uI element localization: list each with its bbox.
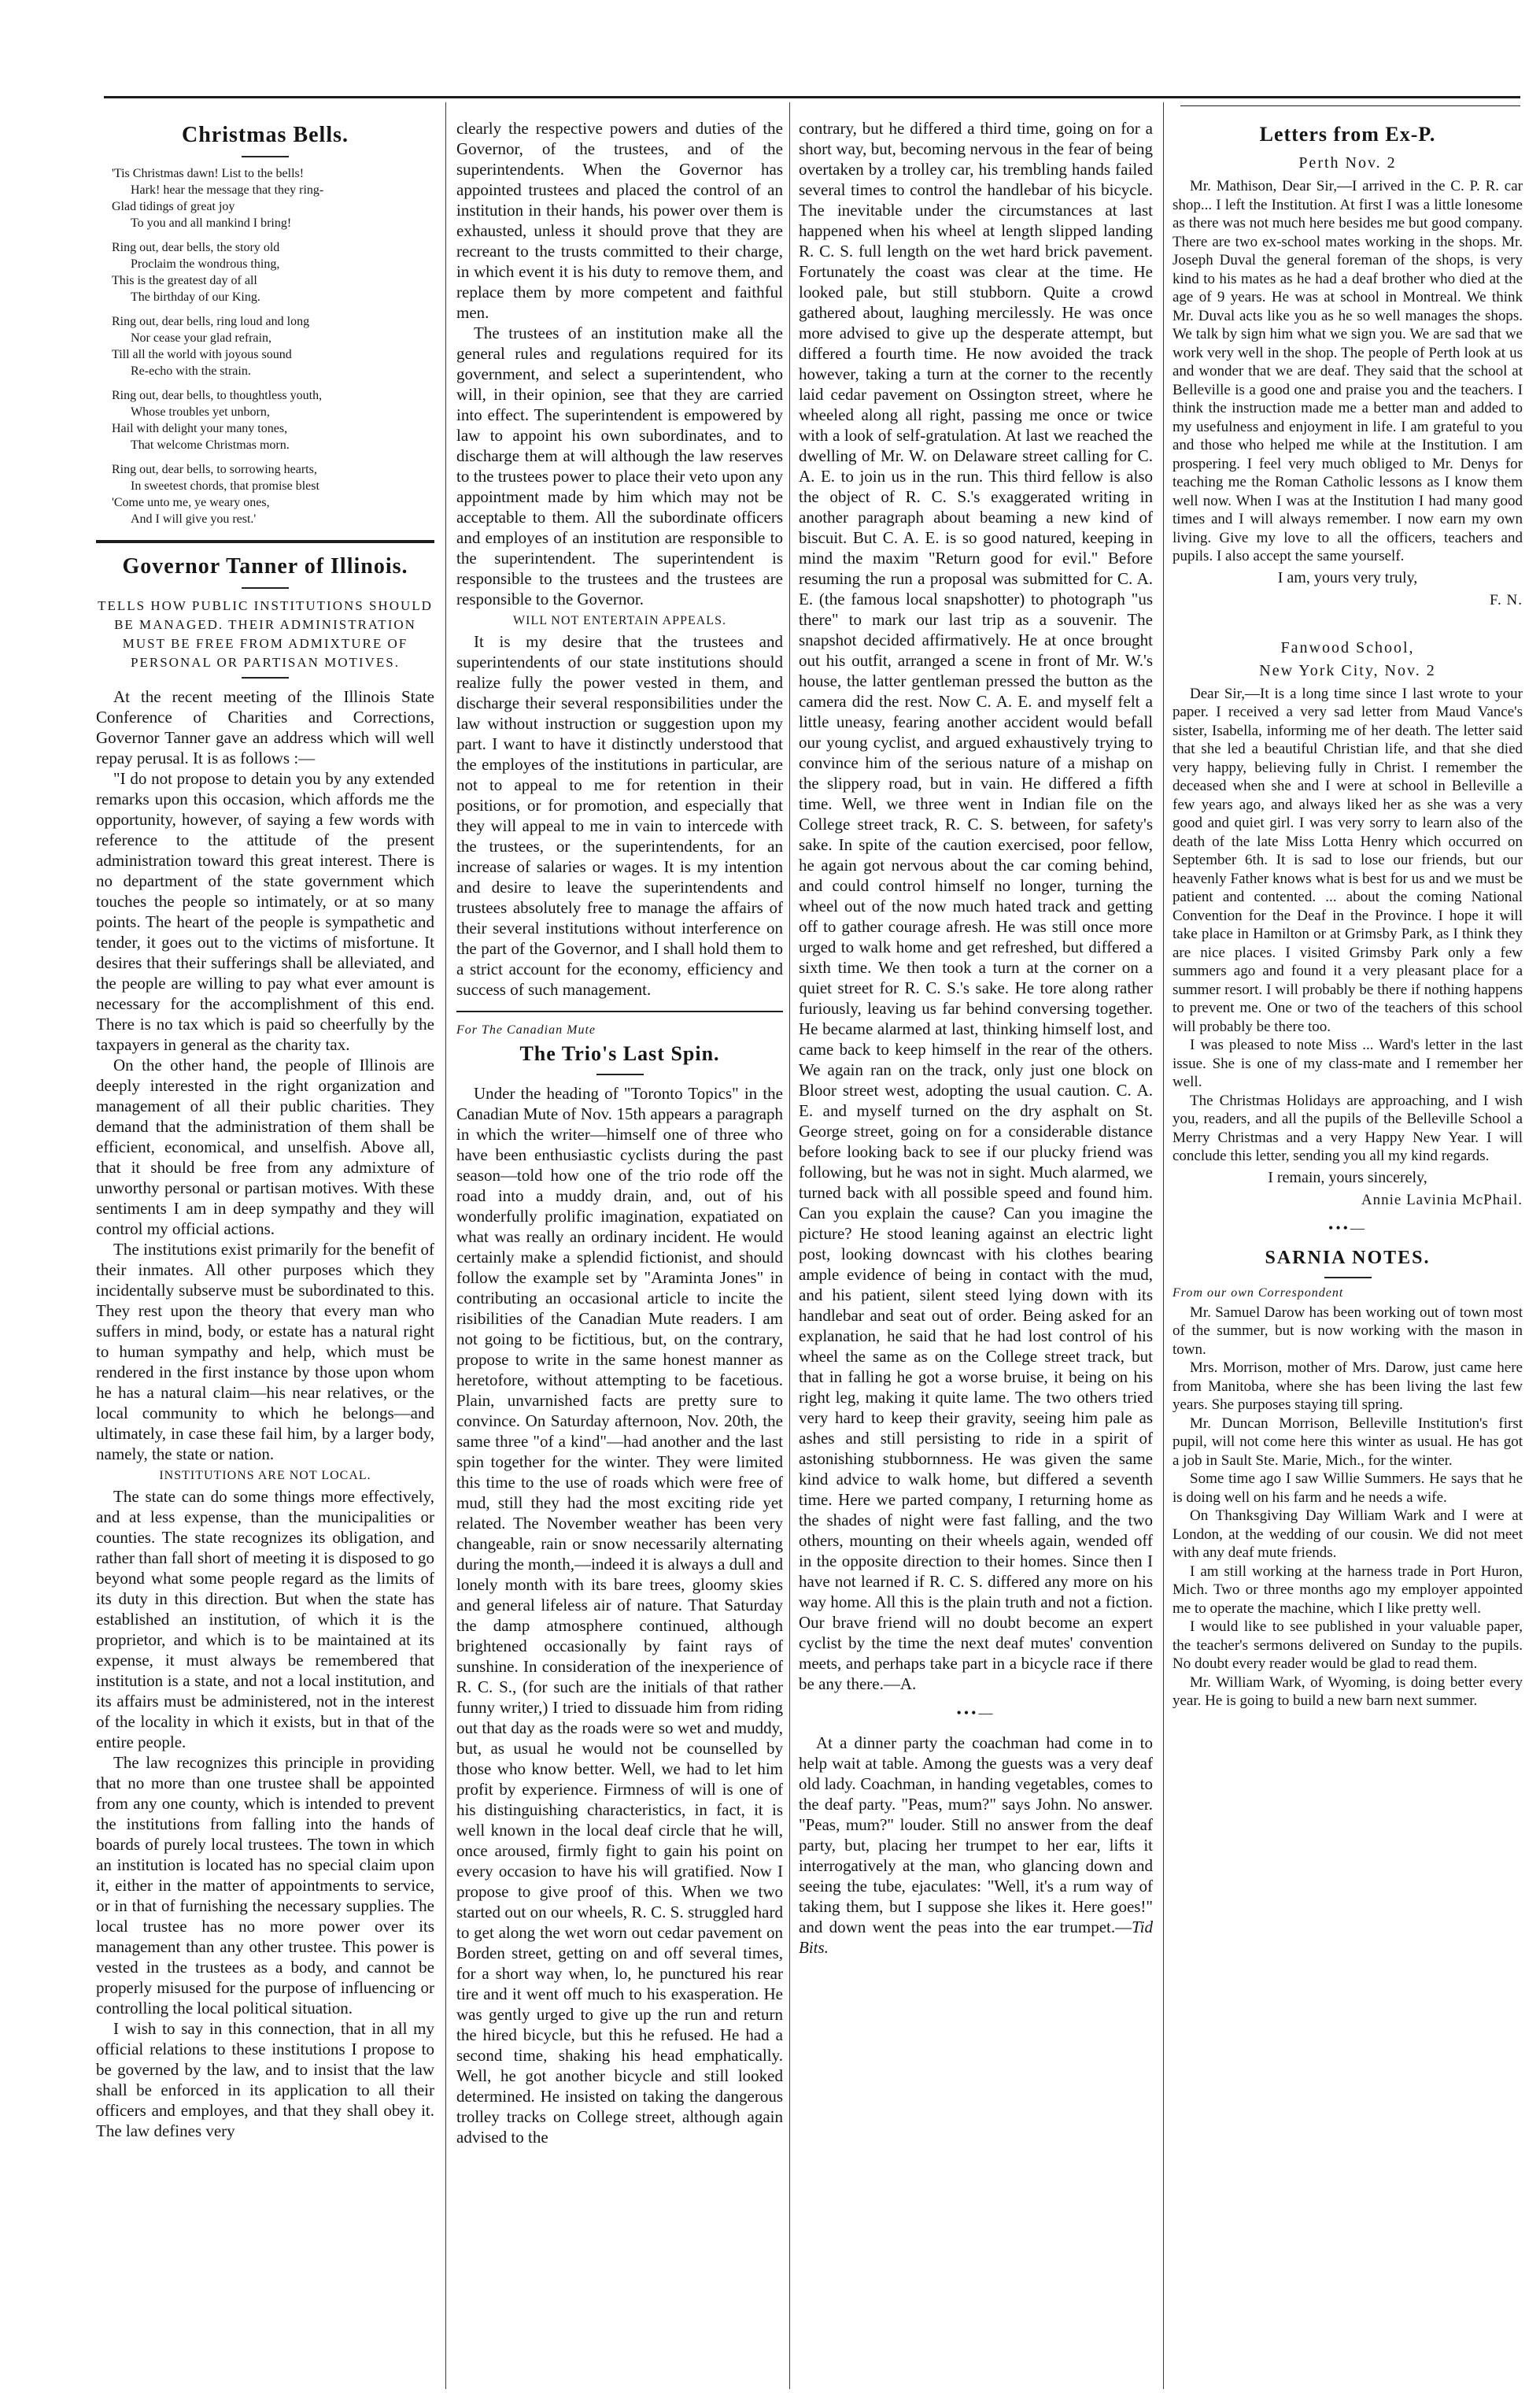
poem-line: 'Tis Christmas dawn! List to the bells! xyxy=(112,167,305,180)
tanner-paragraph: clearly the respective powers and duties of the Governor, of the trustees, and of the superintendents. When the Governor has appointed trustees and placed the control of an institution in their hands, his power over them is exhausted, unless it should prove that they are recreant to the trusts committed to their charge, in which event it is his duty to remove them, and replace them by more competent and faithful men. xyxy=(456,119,783,322)
sarnia-paragraph: Mr. Samuel Darow has been working out of town most of the summer, but is now working with the mason in town. xyxy=(1173,1304,1523,1358)
letter-dateline: Fanwood School, xyxy=(1280,638,1415,656)
sarnia-paragraph: On Thanksgiving Day William Wark and I were at London, at the wedding of our cousin. We did not meet with any deaf mute friends. xyxy=(1173,1507,1523,1561)
anecdote-text: At a dinner party the coachman had come in to help wait at table. Among the guests was a very deaf old lady. Coachman, in handing vegetables, comes to the deaf party. "Peas, mum?" says John. No answer. "Peas, mum?" louder. Still no answer from the deaf party, but, placing her trumpet to her ear, lifts it interrogatively at the man, who glancing down and seeing the tube, ejaculates: "Well, it's a rum way of taking them, but I suppose she likes it. Here goes!" and down went the peas into the ear trumpet.— xyxy=(799,1733,1153,1936)
poem-line: 'Come unto me, ye weary ones, xyxy=(112,496,270,509)
letter-paragraph: Dear Sir,—It is a long time since I last wrote to your paper. I received a very sad letter from Maud Vance's sister, Isabella, informing me of her death. The letter said that she led a beautiful Christian life, and that she died very happy, believing fully in Christ. I remember the deceased when she and I were at school in Belleville a few years ago, and always liked her as she was a very good and quiet girl. I was very sorry to learn also of the death of the late Miss Lotta Henry which occurred on September 6th. It is sad to lose our friends, but our heavenly Father knows what is best for us and we must be patient and contented. ... about the coming National Convention for the Deaf in the Province. I hope it will take place in Hamilton or at Grimsby Park, as I think they are nice places. I visited Grimsby Park only a few summers ago and found it a very pleasant place for a summer resort. I will probably be there if nothing happens to prevent me. One or two of the teachers of this school will probably be there too. xyxy=(1173,685,1523,1035)
poem-line: Nor cease your glad refrain, xyxy=(131,331,272,345)
article-source: For The Canadian Mute xyxy=(456,1023,596,1037)
tanner-paragraph: At the recent meeting of the Illinois State Conference of Charities and Corrections, Governor Tanner gave an address which will well repay perusal. It is as follows :— xyxy=(96,687,434,767)
poem-line: Ring out, dear bells, ring loud and long xyxy=(112,315,310,328)
sarnia-paragraph: I would like to see published in your valuable paper, the teacher's sermons delivered on Sunday to the pupils. No doubt every reader would be glad to read them. xyxy=(1173,1618,1523,1672)
poem-line: Ring out, dear bells, to thoughtless youth, xyxy=(112,389,323,402)
tanner-paragraph: The state can do some things more effectively, and at less expense, than the municipalities or counties. The state recognizes its obligation, and rather than fall short of meeting it is disposed to go beyond what some people regard as the limits of its duty in this direction. But when the state has established an institution, of which it is the proprietor, and which is to be maintained at its expense, it must always be remembered that institution is a state, and not a local institution, and its affairs must be administered, not in the interest of the locality in which it exists, but in that of the entire people. xyxy=(96,1487,434,1751)
tanner-paragraph: The law recognizes this principle in providing that no more than one trustee shall be appointed from any one county, which is intended to prevent the institutions from falling into the hands of boards of purely local trustees. The town in which an institution is located has no special claim upon it, either in the matter of appointments to service, or in that of furnishing the necessary supplies. The local trustee has no more power over its management than any other trustee. This power is vested in the trustees as a body, and cannot be properly misused for the purpose of influencing or controlling the local political situation. xyxy=(96,1753,434,2018)
trio-title: The Trio's Last Spin. xyxy=(519,1042,720,1065)
sarnia-paragraph: Some time ago I saw Willie Summers. He says that he is doing well on his farm and he needs a wife. xyxy=(1173,1470,1523,1506)
letter-signature: Annie Lavinia McPhail. xyxy=(1361,1191,1523,1208)
tanner-paragraph: On the other hand, the people of Illinois are deeply interested in the right organization and management of all their public charities. They demand that the administration of them shall be efficient, economical, and unselfish. Above all, that it should be free from any admixture of unworthy personal or partisan motives. With these sentiments I am in deep sympathy and they will control my official actions. xyxy=(96,1056,434,1238)
christmas-bells-poem xyxy=(96,165,434,527)
column-divider xyxy=(789,102,790,2389)
poem-line: And I will give you rest.' xyxy=(131,512,257,526)
poem-line: Hark! hear the message that they ring- xyxy=(131,183,324,197)
letter-signature: F. N. xyxy=(1489,591,1523,608)
column-divider xyxy=(1163,102,1164,2389)
trio-paragraph: contrary, but he differed a third time, going on for a short way, but, becoming nervous in the fear of being overtaken by a trolley car, his trembling hands failed several times to control the handlebar of his bicycle. The inevitable under the circumstances at last happened when his wheel at length slipped landing R. C. S. full length on the wet hard brick pavement. Fortunately the coast was clear at the time. He looked pale, but still stubborn. Quite a crowd gathered about, laughing mercilessly. He was once more advised to give up the desperate attempt, but differed a fourth time. He now avoided the track however, taking a turn at the corner to the recently laid cedar pavement on Ossington street, where he wheeled along all right, passing me once or twice with a look of self-gratulation. At last we reached the dwelling of Mr. W. on Delaware street calling for C. A. E. to join us in the run. This third fellow is also the object of R. C. S.'s exaggerated writing in another paragraph about beaming a new kind of biscuit. But C. A. E. is so good natured, keeping in mind the maxim "Return good for evil." Before resuming the run a proposal was submitted for C. A. E. (the famous local snapshotter) to photograph "us there" to mark our last trip as a souvenir. The snapshot decided affirmatively. He at once brought out his outfit, arranged a scene in front of Mr. W.'s house, the latter gentleman pressed the button as the camera did the rest. Now C. A. E. and myself felt a little uneasy, fearing another accident would befall our young cyclist, and argued exhaustively trying to convince him of the serious nature of a mishap on the slippery road, but in vain. He differed a fifth time. Well, we three went in Indian file on the College street track, R. C. S. between, for safety's sake. In spite of the caution exercised, poor fellow, he again got nervous about the car coming behind, and could control himself no longer, turning the wheel out of the now much hated track and getting off to gather courage afresh. He was still once more urged to walk home and get refreshed, but differed a sixth time. We then took a turn at the corner on a quiet street for R. C. S.'s sake. He tore along rather furiously, leaving us far behind conversing together. He became alarmed at last, thinking himself lost, and came back to keep himself in the rear of the others. We again ran on the track, only just one block on Bloor street west, adopting the usual caution. C. A. E. and myself turned on the dry asphalt on St. George street, going on for a considerable distance before looking back to see if our plucky friend was following, but he was not in sight. Much alarmed, we turned back with all possible speed and found him. Can you explain the cause? Can you imagine the picture? He stood leaning against an electric light post, looking downcast with his clothes bearing ample evidence of being in contact with the mud, and his patient, silent steed lying down with its handlebar and seat out of order. Being asked for an explanation, he said that he had lost control of his wheel the same as on the College street track, but that in falling he got a worse bruise, it being on his right leg, making it quite lame. The two others tried very hard to keep their gravity, seeing him pale as ashes and still persisting to ride in a spirit of astonishing stubbornness. He was given the same kind advice to walk home, but differed a seventh time. Here we parted company, I returning home as the shades of night were fast falling, and the two others, mounting on their wheels again, wended off in the opposite direction to their homes. Since then I have not learned if R. C. S. differed any more on his way home. All this is the plain truth and not a fiction. Our brave friend will no doubt become an expert cyclist by the time the next deaf mutes' convention meets, and perhaps take part in a bicycle race if there be any there.—A. xyxy=(799,119,1153,1693)
title-dash xyxy=(242,677,289,679)
trio-paragraph: Under the heading of "Toronto Topics" in the Canadian Mute of Nov. 15th appears a paragraph in which the writer—himself one of three who have been enthusiastic cyclists during the past season—told how one of the trio rode off the road into a muddy drain, and, out of his wonderfully prolific imagination, expatiated on what was really an ordinary incident. He would certainly make a splendid fictionist, and should follow the example set by "Araminta Jones" in contributing an occasional article to incite the risibilities of the Canadian Mute readers. I am not going to be fictitious, but, on the contrary, propose to write in the same honest manner as heretofore, without attempting to be facetious. Plain, unvarnished facts are pretty sure to convince. On Saturday afternoon, Nov. 20th, the same three "of a kind"—had another and the last spin together for the winter. They were limited this time to the use of roads which were free of mud, still they had the most exciting ride yet related. The November weather has been very changeable, rain or snow necessarily alternating during the month,—indeed it is always a dull and lonely month with its bare trees, gloomy skies and general lifeless air of nature. That Saturday the damp atmosphere continued, although brightened occasionally by faint rays of sunshine. In consideration of the inexperience of R. C. S., (for such are the initials of that rather funny writer,) I tried to dissuade him from riding out that day as the roads were so wet and muddy, but, as usual he would not be counselled by those who know better. Well, we had to let him profit by experience. Firmness of will is one of his distinguishing characteristics, in fact, it is well known in the local deaf circle that he will, once aroused, firmly fight to gain his point on every occasion to have his will gratified. Now I propose to give proof of this. When we two started out on our wheels, R. C. S. struggled hard to get along the wet worn out cedar pavement on Borden street, getting on and off several times, for a short way when, lo, he punctured his rear tire and it went off much to his exasperation. He was gently urged to give up the run and return the hired bicycle, but this he refused. He had a second time, shaking his head emphatically. Well, he got another bicycle and still looked determined. He insisted on taking the dangerous trolley tracks on College street, although again advised to the xyxy=(456,1084,783,2147)
top-rule xyxy=(104,96,1520,98)
letter-paragraph: Mr. Mathison, Dear Sir,—I arrived in the C. P. R. car shop... I left the Institution. At first I was a little lonesome as there was not much here besides me but good company. There are two ex-school mates working in the shops. Mr. Joseph Duval the general foreman of the shops, is very kind to his mates as he had a deaf brother who died at the age of 9 years. He was at school in Montreal. We think Mr. Duval acts like you as he so well manages the shops. We talk by sign him what we sign you. We are sad that we work very well in the shop. The people of Perth look at us and wonder that we are deaf. They said that the school at Belleville is a good one and praise you and the teachers. I think the instruction made me a better man and added to my usefulness and enjoyment in life. I am grateful to you and those who helped me while at the Institution. I am prospering. I feel very much obliged to Mr. Denys for teaching me the Roman Catholic lessons as I know them well now. When I was at the Institution I had many good times and I will always remember. I now earn my own living. Give my love to all the officers, teachers and pupils. I also accept the same yourself. xyxy=(1173,178,1523,564)
christmas-bells-title: Christmas Bells. xyxy=(182,123,349,147)
dinner-anecdote xyxy=(799,1733,1153,1958)
title-dash xyxy=(596,1074,644,1075)
sarnia-paragraph: I am still working at the harness trade in Port Huron, Mich. Two or three months ago my employer appointed me to operate the machine, which I like pretty well. xyxy=(1173,1563,1523,1617)
poem-line: Hail with delight your many tones, xyxy=(112,422,288,435)
column-2 xyxy=(456,118,783,2393)
section-ornament: •••— xyxy=(1328,1219,1367,1236)
anecdote-source: Tid Bits. xyxy=(799,1918,1153,1957)
title-dash xyxy=(1324,1277,1372,1278)
column-4 xyxy=(1173,118,1523,2393)
sarnia-title: SARNIA NOTES. xyxy=(1265,1247,1431,1268)
poem-line: Re-echo with the strain. xyxy=(131,364,251,378)
poem-line: The birthday of our King. xyxy=(131,290,260,304)
tanner-paragraph: The trustees of an institution make all the general rules and regulations required for its government, and select a superintendent, who will, in their opinion, see that they are carried into effect. The superintendent is empowered by law to appoint his own subordinates, and to discharge them at will although the law reserves to the trustees power to place their veto upon any appointment made by him which may not be acceptable to them. All the subordinate officers and employes of an institution are responsible to the superintendent. The superintendent is responsible to the trustees and the trustees are responsible to the Governor. xyxy=(456,324,783,608)
column-1 xyxy=(96,118,434,2393)
subsection-heading: INSTITUTIONS ARE NOT LOCAL. xyxy=(159,1469,371,1482)
title-dash xyxy=(242,156,289,157)
letter-dateline: New York City, Nov. 2 xyxy=(1259,661,1436,679)
letter-paragraph: I was pleased to note Miss ... Ward's letter in the last issue. She is one of my class-mate and I remember her well. xyxy=(1173,1037,1523,1090)
title-dash xyxy=(242,587,289,589)
sarnia-paragraph: Mrs. Morrison, mother of Mrs. Darow, just came here from Manitoba, where she has been living the last few years. She purposes staying till spring. xyxy=(1173,1359,1523,1413)
poem-line: Ring out, dear bells, the story old xyxy=(112,241,280,254)
tanner-paragraph: I wish to say in this connection, that in all my official relations to these institutions I propose to be governed by the law, and to insist that the law shall be enforced in its application to all their officers and employes, and that they shall obey it. The law defines very xyxy=(96,2019,434,2140)
tanner-title: Governor Tanner of Illinois. xyxy=(122,554,408,579)
letter-paragraph: The Christmas Holidays are approaching, and I wish you, readers, and all the pupils of the Belleville School a Merry Christmas and a very Happy New Year. I will conclude this letter, sending you all my kind regards. xyxy=(1173,1092,1523,1164)
poem-line: That welcome Christmas morn. xyxy=(131,438,290,452)
column-divider xyxy=(445,102,446,2389)
section-ornament: •••— xyxy=(956,1705,995,1721)
section-rule xyxy=(96,540,434,543)
letters-title: Letters from Ex-P. xyxy=(1259,123,1436,146)
sarnia-paragraph: Mr. Duncan Morrison, Belleville Institution's first pupil, will not come here this winter as usual. He has got a job in Sault Ste. Marie, Mich., for the winter. xyxy=(1173,1415,1523,1469)
sarnia-paragraph: Mr. William Wark, of Wyoming, is doing better every year. He is going to build a new barn next summer. xyxy=(1173,1674,1523,1709)
subsection-heading: WILL NOT ENTERTAIN APPEALS. xyxy=(513,614,726,627)
section-rule xyxy=(456,1011,783,1012)
letter-closing: I am, yours very truly, xyxy=(1277,568,1418,586)
poem-line: In sweetest chords, that promise blest xyxy=(131,479,319,493)
tanner-paragraph: "I do not propose to detain you by any extended remarks upon this occasion, which affords me the opportunity, however, of saying a few words with reference to the attitude of the present administration toward this great interest. There is no department of the state government which touches the people so intimately, or at so many points. The heart of the people is sympathetic and tender, it goes out to the victims of misfortune. It desires that their sufferings shall be alleviated, and the people are willing to pay what ever amount is necessary for the accomplishment of this end. There is no tax which is paid so cheerfully by the taxpayers in general as the charity tax. xyxy=(96,769,434,1054)
sarnia-source: From our own Correspondent xyxy=(1173,1285,1344,1300)
poem-line: Whose troubles yet unborn, xyxy=(131,405,270,419)
poem-line: To you and all mankind I bring! xyxy=(131,216,292,230)
letter-closing: I remain, yours sincerely, xyxy=(1268,1168,1427,1186)
tanner-subhead: TELLS HOW PUBLIC INSTITUTIONS SHOULD BE MANAGED. THEIR ADMINISTRATION MUST BE FREE FROM ADMIXTURE OF PERSONAL OR PARTISAN MOTIVES. xyxy=(98,598,433,670)
poem-line: This is the greatest day of all xyxy=(112,274,257,287)
poem-line: Ring out, dear bells, to sorrowing hearts, xyxy=(112,463,317,476)
tanner-paragraph: It is my desire that the trustees and superintendents of our state institutions should realize fully the power vested in them, and discharge their several responsibilities under the law without instruction or suggestion upon my part. I want to have it distinctly understood that the employes of the institutions in particular, are not to appeal to me for retention in their positions, or for promotion, and especially that they will appeal to me in vain to intercede with the trustees, or the superintendents, for an increase of salaries or wages. It is my intention and desire to leave the superintendents and trustees absolutely free to manage the affairs of their several institutions without interference on the part of the Governor, and I shall hold them to a strict account for the economy, efficiency and success of such management. xyxy=(456,632,783,999)
poem-line: Glad tidings of great joy xyxy=(112,200,235,213)
column-3 xyxy=(799,118,1153,2393)
poem-line: Proclaim the wondrous thing, xyxy=(131,257,280,271)
letter-dateline: Perth Nov. 2 xyxy=(1298,154,1397,172)
tanner-paragraph: The institutions exist primarily for the benefit of their inmates. All other purposes which they incidentally subserve must be subordinated to this. They rest upon the theory that every man who suffers in mind, body, or estate has a natural right to human sympathy and help, which must be rendered in the first instance by those upon whom he has a natural claim—his near relatives, or the local community to which he belongs—and ultimately, in case these fail him, by a larger body, namely, the state or nation. xyxy=(96,1240,434,1463)
top-rule-secondary xyxy=(1180,105,1520,106)
poem-line: Till all the world with joyous sound xyxy=(112,348,292,361)
